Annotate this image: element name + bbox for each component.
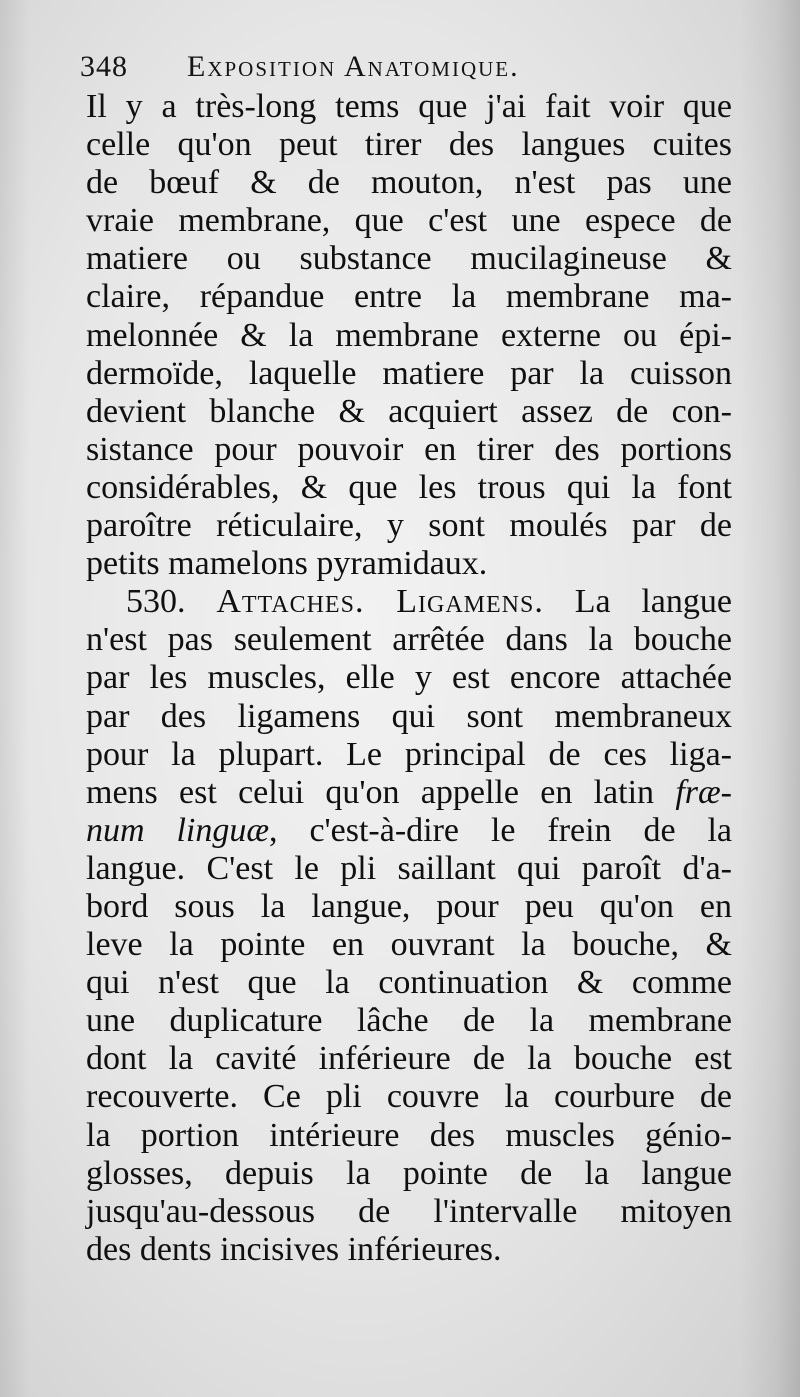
paragraph-530-first-line (86, 583, 732, 621)
text-line: sistance pour pouvoir en tirer des portions (86, 430, 732, 468)
text-line-latin (86, 812, 732, 850)
text-fragment: La langue (574, 583, 732, 621)
text-fragment: , c'est-à-dire le frein de la (269, 811, 732, 849)
page-shadow-left (0, 0, 30, 1397)
text-line: dermoïde, laquelle matiere par la cuisson (86, 354, 732, 392)
section-heading: Attaches. Ligamens. (216, 583, 544, 621)
text-line-latin (86, 774, 732, 812)
text-line: Il y a très-long tems que j'ai fait voir que (86, 88, 732, 125)
text-line: par les muscles, elle y est encore attachée (86, 659, 732, 697)
text-line: jusqu'au-dessous de l'intervalle mitoyen (86, 1192, 732, 1230)
text-line: n'est pas seulement arrêtée dans la bouche (86, 621, 732, 659)
text-line: celle qu'on peut tirer des langues cuites (86, 126, 732, 164)
text-line: pour la plupart. Le principal de ces liga- (86, 735, 732, 773)
text-line-paragraph-end: des dents incisives inférieures. (86, 1230, 502, 1268)
latin-term: fræ- (675, 773, 732, 811)
text-line: la portion intérieure des muscles génio- (86, 1116, 732, 1154)
text-line: bord sous la langue, pour peu qu'on en (86, 887, 732, 925)
text-line-paragraph-end: petits mamelons pyramidaux. (86, 545, 488, 583)
text-line: vraie membrane, que c'est une espece de (86, 202, 732, 240)
text-line: une duplicature lâche de la membrane (86, 1002, 732, 1040)
text-line: considérables, & que les trous qui la font (86, 468, 732, 506)
text-line: melonnée & la membrane externe ou épi- (86, 316, 732, 354)
paragraph-number: 530. (126, 583, 186, 621)
page-number: 348 (80, 50, 128, 83)
body-text (86, 88, 732, 1269)
text-line: recouverte. Ce pli couvre la courbure de (86, 1078, 732, 1116)
text-fragment: mens est celui qu'on appelle en latin (86, 773, 655, 811)
text-line: matiere ou substance mucilagineuse & (86, 240, 732, 278)
text-line: langue. C'est le pli saillant qui paroît d'a- (86, 849, 732, 887)
page-shadow-right (740, 0, 800, 1397)
text-line: leve la pointe en ouvrant la bouche, & (86, 926, 732, 964)
text-line: par des ligamens qui sont membraneux (86, 697, 732, 735)
text-line: claire, répandue entre la membrane ma- (86, 278, 732, 316)
text-line: glosses, depuis la pointe de la langue (86, 1154, 732, 1192)
text-line: dont la cavité inférieure de la bouche est (86, 1040, 732, 1078)
text-line: qui n'est que la continuation & comme (86, 964, 732, 1002)
latin-term: num linguæ (86, 811, 270, 849)
text-line: paroître réticulaire, y sont moulés par de (86, 507, 732, 545)
text-line: de bœuf & de mouton, n'est pas une (86, 164, 732, 202)
running-title: Exposition Anatomique. (187, 50, 520, 83)
text-line: devient blanche & acquiert assez de con- (86, 392, 732, 430)
